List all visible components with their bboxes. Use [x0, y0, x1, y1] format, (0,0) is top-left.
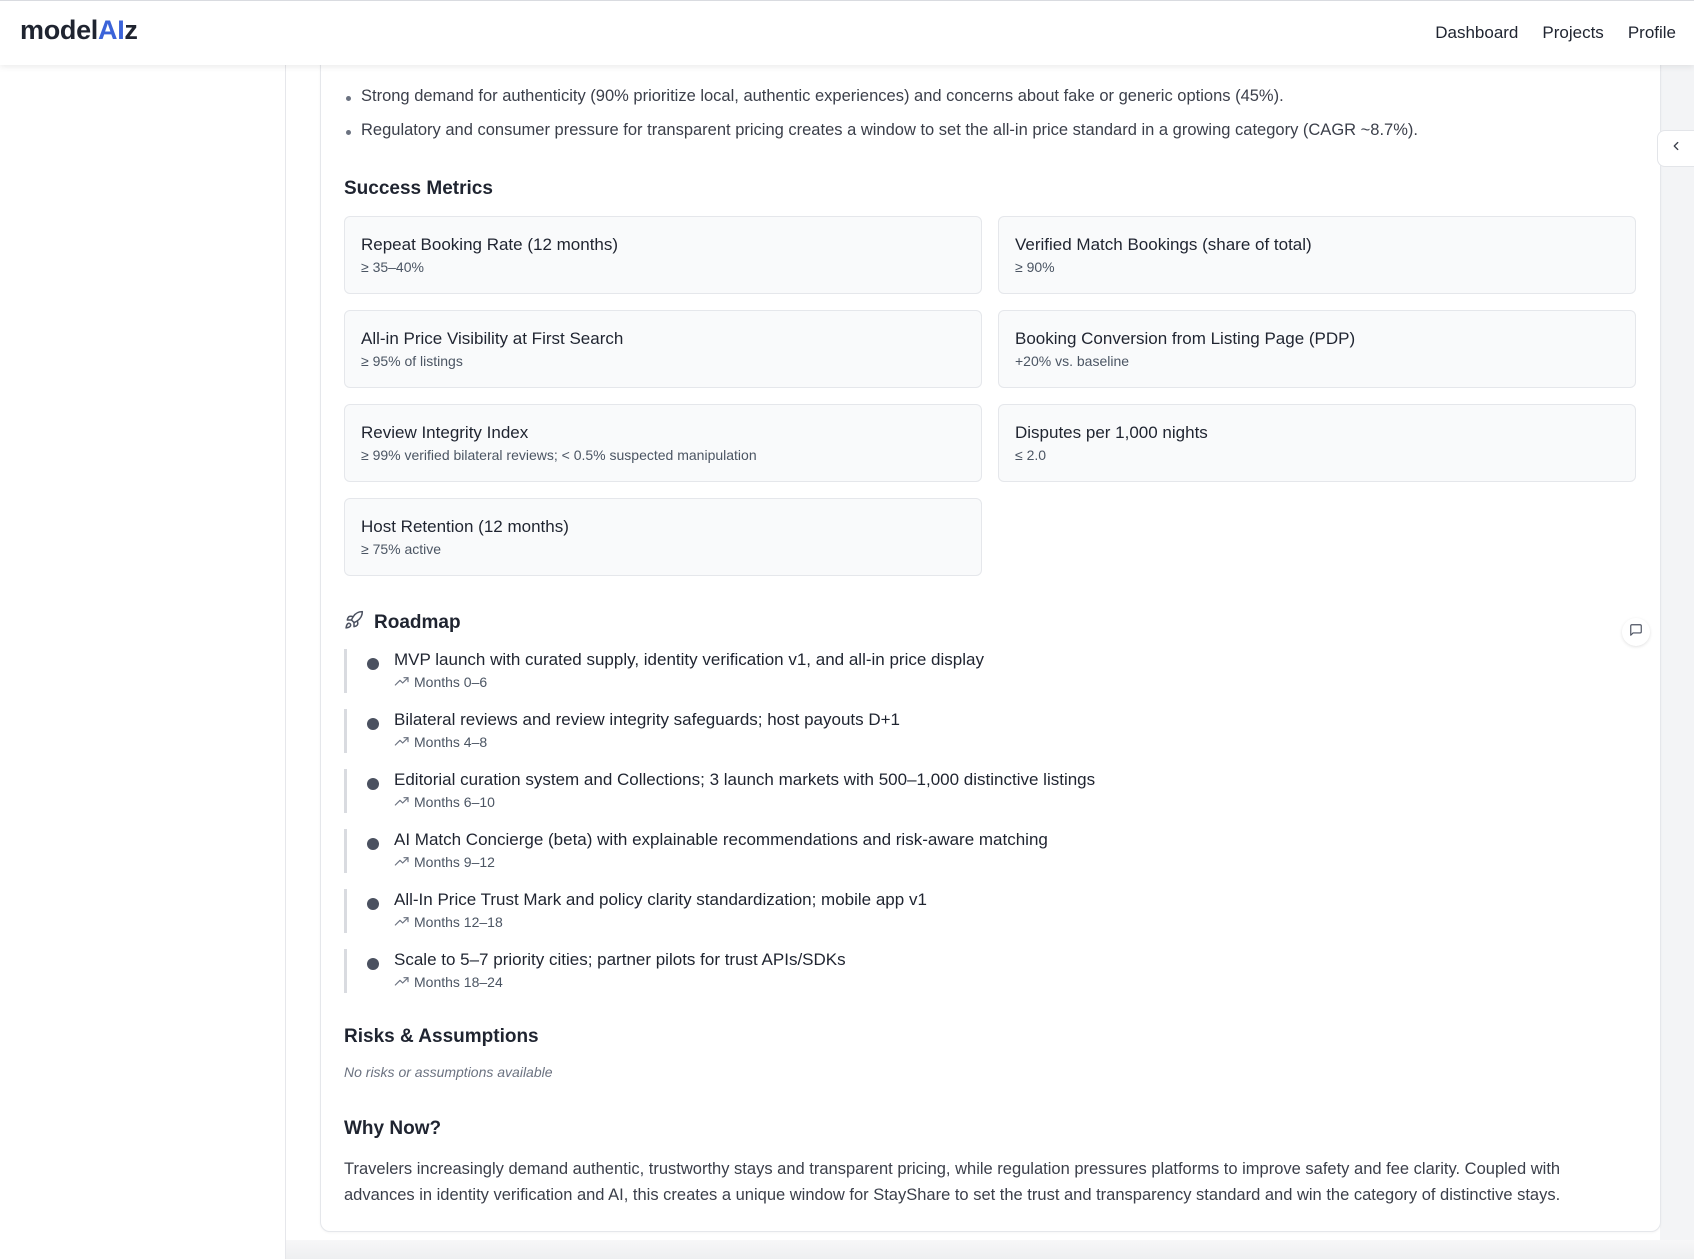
roadmap-item: [344, 769, 1544, 813]
main-nav: [1435, 23, 1676, 43]
bottom-fade: [286, 1240, 1694, 1259]
roadmap-item: [344, 829, 1544, 873]
roadmap-item: [344, 709, 1544, 753]
metric-value: ≥ 99% verified bilateral reviews; < 0.5% suspected manipulation: [361, 447, 757, 463]
timeline-dot: [367, 838, 379, 850]
opportunity-bullets: [344, 84, 1644, 152]
metric-value: ≥ 95% of listings: [361, 353, 463, 369]
bullet-item: Strong demand for authenticity (90% prioritize local, authentic experiences) and concerns about fake or generic options (45%).: [344, 84, 1644, 118]
metric-value: ≥ 35–40%: [361, 259, 424, 275]
roadmap-item-title: Scale to 5–7 priority cities; partner pilots for trust APIs/SDKs: [394, 950, 846, 969]
metric-card: [344, 310, 982, 388]
timeline-dot: [367, 778, 379, 790]
sidebar: [0, 65, 286, 1259]
metric-label: Disputes per 1,000 nights: [1015, 423, 1208, 442]
metric-card: [998, 310, 1636, 388]
risks-empty-text: No risks or assumptions available: [344, 1064, 553, 1080]
trending-up-icon: [394, 733, 410, 751]
roadmap-item-time: Months 18–24: [394, 973, 503, 991]
nav-profile[interactable]: Profile: [1627, 23, 1676, 42]
comment-button[interactable]: [1622, 618, 1650, 646]
metric-label: Review Integrity Index: [361, 423, 529, 442]
timeline-dot: [367, 718, 379, 730]
trending-up-icon: [394, 793, 410, 811]
app-logo[interactable]: modelAIz: [20, 15, 138, 45]
metric-label: All-in Price Visibility at First Search: [361, 329, 624, 348]
timeline-dot: [367, 958, 379, 970]
metric-label: Booking Conversion from Listing Page (PDP): [1015, 329, 1356, 348]
roadmap-item-time: Months 12–18: [394, 913, 503, 931]
timeline-dot: [367, 898, 379, 910]
top-navbar: [0, 0, 1694, 65]
why-now-heading: Why Now?: [344, 1118, 442, 1139]
metric-card: [344, 404, 982, 482]
trending-up-icon: [394, 853, 410, 871]
chevron-left-icon: [1669, 139, 1683, 158]
roadmap-item-title: MVP launch with curated supply, identity verification v1, and all-in price display: [394, 650, 984, 669]
metric-card: [998, 216, 1636, 294]
metric-card: [344, 498, 982, 576]
trending-up-icon: [394, 913, 410, 931]
roadmap-item-title: Editorial curation system and Collections; 3 launch markets with 500–1,000 distinctive listings: [394, 770, 1096, 789]
metric-value: +20% vs. baseline: [1015, 353, 1130, 369]
roadmap-item: [344, 889, 1544, 933]
roadmap-item-time: Months 6–10: [394, 793, 495, 811]
right-gutter: [1660, 65, 1694, 1259]
comment-icon: [1629, 623, 1643, 642]
trending-up-icon: [394, 673, 410, 691]
trending-up-icon: [394, 973, 410, 991]
metric-value: ≤ 2.0: [1015, 447, 1047, 463]
nav-projects[interactable]: Projects: [1542, 23, 1604, 42]
collapse-panel-button[interactable]: [1657, 130, 1694, 167]
metric-label: Repeat Booking Rate (12 months): [361, 235, 619, 254]
success-metrics-heading: Success Metrics: [344, 178, 493, 199]
roadmap-item-title: All-In Price Trust Mark and policy clarity standardization; mobile app v1: [394, 890, 927, 909]
metric-value: ≥ 75% active: [361, 541, 442, 557]
roadmap-item-time: Months 4–8: [394, 733, 487, 751]
roadmap-item: [344, 649, 1544, 693]
why-now-text: Travelers increasingly demand authentic, trustworthy stays and transparent pricing, while regulation pressures platforms to improve safety and fee clarity. Coupled with advances in identity verification and AI, this creates a unique window for StayShare to set the trust and transparency standard and win the category of distinctive stays.: [344, 1160, 1561, 1204]
metric-card: [344, 216, 982, 294]
roadmap-item-time: Months 9–12: [394, 853, 495, 871]
roadmap-item-time: Months 0–6: [394, 673, 487, 691]
roadmap-title: Roadmap: [374, 611, 461, 633]
rocket-icon: [344, 610, 364, 635]
nav-dashboard[interactable]: Dashboard: [1435, 23, 1519, 42]
roadmap-item-title: Bilateral reviews and review integrity safeguards; host payouts D+1: [394, 710, 901, 729]
timeline-dot: [367, 658, 379, 670]
metric-label: Host Retention (12 months): [361, 517, 569, 536]
risks-heading: Risks & Assumptions: [344, 1026, 539, 1047]
roadmap-item-title: AI Match Concierge (beta) with explainable recommendations and risk-aware matching: [394, 830, 1048, 849]
roadmap-item: [344, 949, 1544, 993]
metric-card: [998, 404, 1636, 482]
metric-value: ≥ 90%: [1015, 259, 1055, 275]
bullet-item: Regulatory and consumer pressure for transparent pricing creates a window to set the all-in price standard in a growing category (CAGR ~8.7%).: [344, 118, 1644, 152]
roadmap-heading: [344, 610, 461, 635]
metric-label: Verified Match Bookings (share of total): [1015, 235, 1312, 254]
